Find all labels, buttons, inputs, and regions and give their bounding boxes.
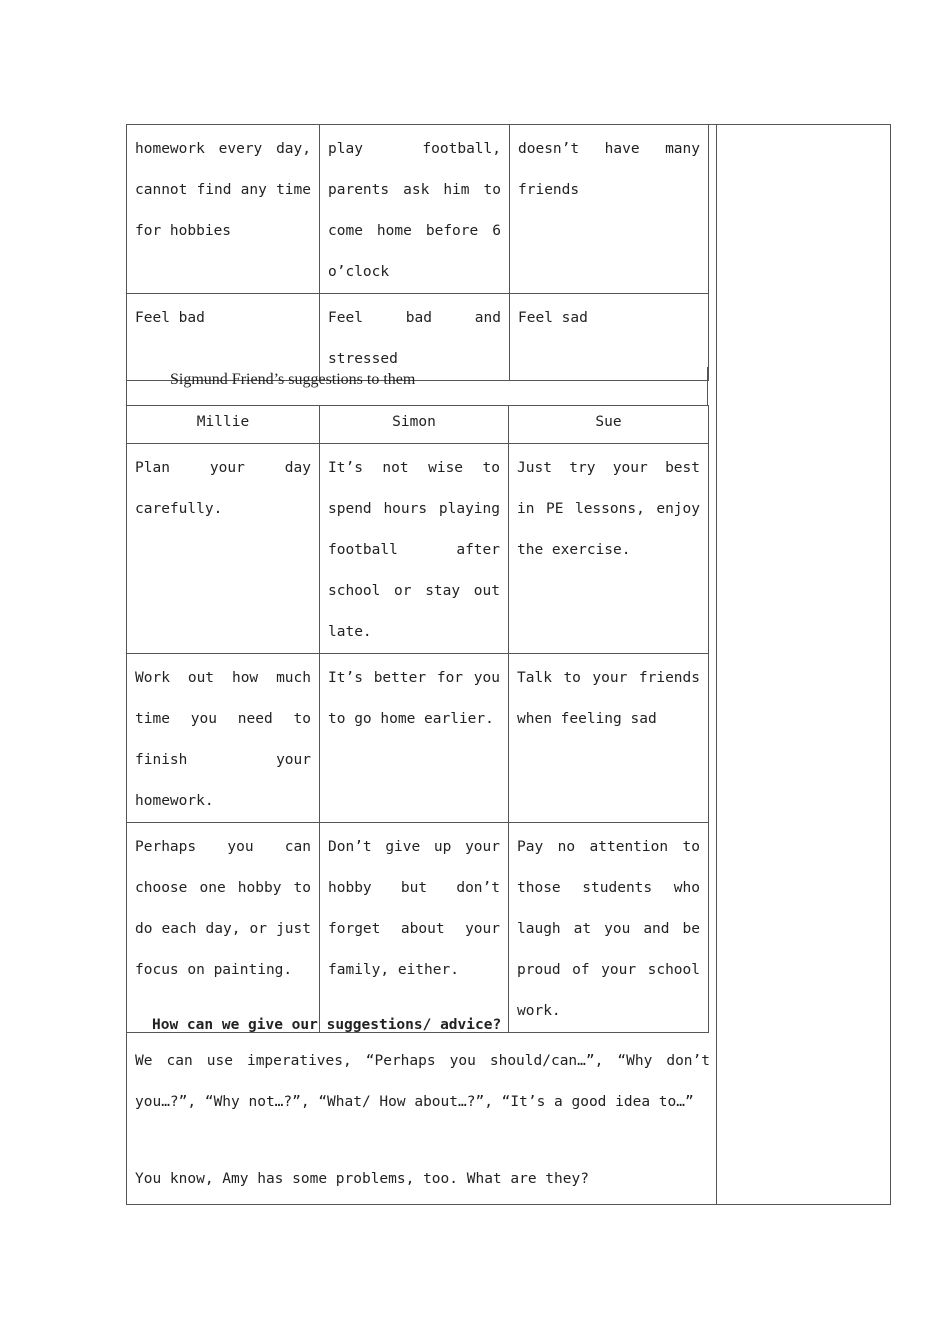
header-millie: Millie <box>127 406 320 444</box>
cell-simon-feeling: Feel bad and stressed <box>320 294 510 381</box>
imperatives-paragraph: We can use imperatives, “Perhaps you should/can…”, “Why don’t you…?”, “Why not…?”, “What/ How about…?”, “It’s a good idea to…” <box>135 1053 710 1110</box>
cell-sue-problem: doesn’t have many friends <box>510 125 709 294</box>
cell-sue-suggestion-1: Just try your best in PE lessons, enjoy the exercise. <box>509 444 709 654</box>
cell-sue-suggestion-2: Talk to your friends when feeling sad <box>509 654 709 823</box>
cell-millie-suggestion-1: Plan your day carefully. <box>127 444 320 654</box>
header-sue: Sue <box>509 406 709 444</box>
table-row <box>127 125 709 294</box>
cell-sue-feeling: Feel sad <box>510 294 709 381</box>
right-column-divider <box>716 124 717 1205</box>
cell-sue-suggestion-3: Pay no attention to those students who laugh at you and be proud of your school work. <box>509 823 709 1033</box>
table-row <box>127 823 709 1033</box>
cell-simon-suggestion-2: It’s better for you to go home earlier. <box>320 654 509 823</box>
suggestions-table <box>126 405 709 1033</box>
cell-millie-feeling: Feel bad <box>127 294 320 381</box>
cell-simon-problem: play football, parents ask him to come home before 6 o’clock <box>320 125 510 294</box>
table-row <box>127 444 709 654</box>
header-simon: Simon <box>320 406 509 444</box>
cell-millie-problem: homework every day, cannot find any time for hobbies <box>127 125 320 294</box>
section-title: Sigmund Friend’s suggestions to them <box>170 371 416 388</box>
table-header-row <box>127 406 709 444</box>
amy-problems-line: You know, Amy has some problems, too. What are they? <box>135 1171 589 1187</box>
cell-millie-suggestion-3: Perhaps you can choose one hobby to do each day, or just focus on painting. <box>127 823 320 1033</box>
cell-simon-suggestion-1: It’s not wise to spend hours playing football after school or stay out late. <box>320 444 509 654</box>
question-heading: How can we give our suggestions/ advice? <box>152 1017 502 1033</box>
cell-millie-suggestion-2: Work out how much time you need to finish your homework. <box>127 654 320 823</box>
cell-simon-suggestion-3: Don’t give up your hobby but don’t forget about your family, either. <box>320 823 509 1033</box>
problems-table <box>126 124 709 381</box>
table-row <box>127 654 709 823</box>
